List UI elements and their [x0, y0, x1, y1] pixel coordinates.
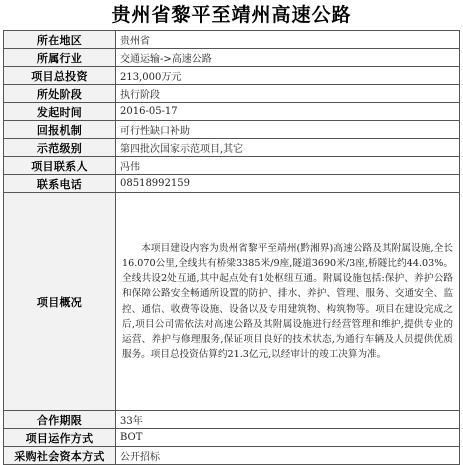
row-label: 项目联系人 [4, 157, 116, 175]
table-row-region [4, 31, 460, 49]
row-value: 交通运输->高速公路 [116, 49, 460, 67]
table-row-overview [4, 193, 460, 411]
row-value: 执行阶段 [116, 85, 460, 103]
row-value: 公开招标 [116, 447, 460, 465]
row-value: 213,000万元 [116, 67, 460, 85]
table-row-start-date [4, 103, 460, 121]
row-label: 所在地区 [4, 31, 116, 49]
table-row-contact-person [4, 157, 460, 175]
table-row-procurement-method [4, 447, 460, 465]
row-label: 采购社会资本方式 [4, 447, 116, 465]
row-label: 所属行业 [4, 49, 116, 67]
row-label: 项目总投资 [4, 67, 116, 85]
row-label: 回报机制 [4, 121, 116, 139]
table-row-demo-level [4, 139, 460, 157]
row-label: 所处阶段 [4, 85, 116, 103]
row-value: 2016-05-17 [116, 103, 460, 121]
row-label: 合作期限 [4, 411, 116, 429]
table-row-contact-phone [4, 175, 460, 193]
row-value: 第四批次国家示范项目,其它 [116, 139, 460, 157]
row-label: 联系电话 [4, 175, 116, 193]
row-value: 33年 [116, 411, 460, 429]
page-title: 贵州省黎平至靖州高速公路 [111, 4, 352, 26]
row-label: 项目运作方式 [4, 429, 116, 447]
table-row-stage [4, 85, 460, 103]
project-info-table [3, 30, 460, 465]
overview-text: 本项目建设内容为贵州省黎平至靖州(黔湘界)高速公路及其附属设施,全长16.070公里,全线共有桥梁3385米/9座,隧道3690米/3座,桥隧比约44.03%。全线共设2处互通,其中起点处有1处枢纽互通。附属设施包括:保护、养护公路和保障公路安全畅通所设置的防护、排水、养护、管理、服务、交通安全、监控、通信、收费等设施、设备以及专用建筑物、构筑物等。项目在建设完成之后,项目公司需依法对高速公路及其附属设施进行经营管理和维护,提供专业的运营、养护与修理服务,保证项目良好的技术状态,为通行车辆及人员提供优质服务。项目总投资估算约21.3亿元,以经审计的竣工决算为准。 [116, 193, 460, 411]
table-row-total-investment [4, 67, 460, 85]
row-value: 贵州省 [116, 31, 460, 49]
row-value: 08518992159 [116, 175, 460, 193]
table-row-return-mechanism [4, 121, 460, 139]
row-label: 项目概况 [4, 193, 116, 411]
row-value: 可行性缺口补助 [116, 121, 460, 139]
row-label: 发起时间 [4, 103, 116, 121]
table-row-operation-mode [4, 429, 460, 447]
table-row-cooperation-period [4, 411, 460, 429]
row-label: 示范级别 [4, 139, 116, 157]
row-value: 冯伟 [116, 157, 460, 175]
row-value: BOT [116, 429, 460, 447]
table-row-industry [4, 49, 460, 67]
